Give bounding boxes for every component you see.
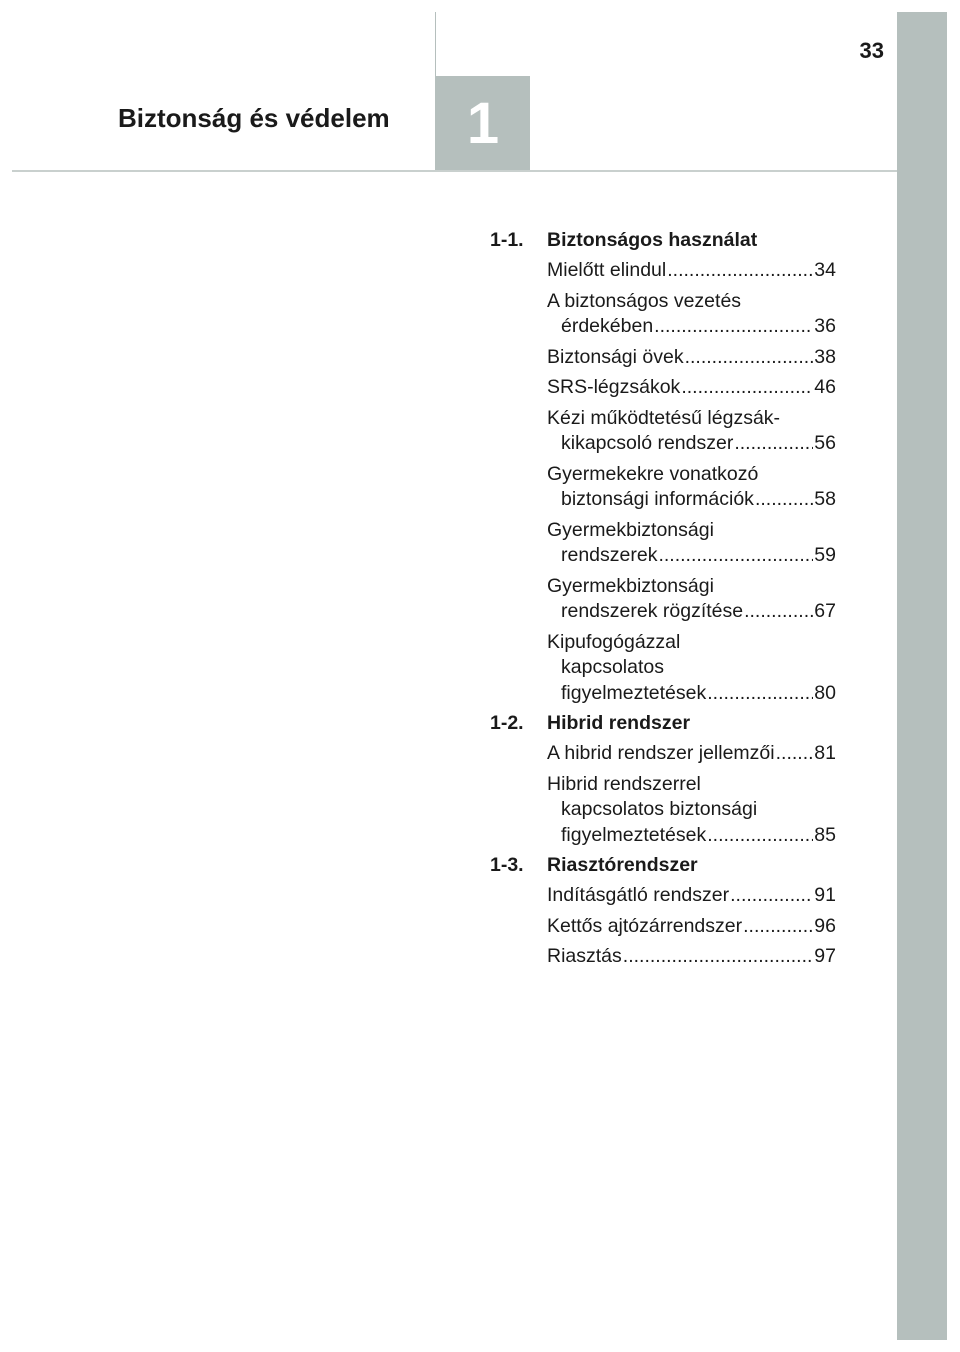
toc-entry-text: Gyermekbiztonsági (547, 574, 714, 597)
toc-entry-text: A biztonságos vezetés (547, 289, 742, 312)
toc-entry-text: biztonsági információk (561, 488, 754, 510)
toc-entry-text: kikapcsoló rendszer (561, 432, 734, 454)
chapter-title: Biztonság és védelem (118, 103, 390, 133)
toc-entry[interactable] (547, 345, 836, 371)
toc-entry-text: figyelmeztetések (561, 823, 707, 846)
toc-dot-leader (654, 314, 813, 340)
toc-entry-text: Gyermekbiztonsági (547, 518, 714, 541)
toc-entry-text: Hibrid rendszerrel (547, 772, 701, 795)
toc-entry-page: 59 (814, 544, 836, 566)
chapter-side-tab (897, 12, 947, 1340)
toc-entry-page: 81 (814, 742, 836, 764)
header-divider-horizontal (12, 170, 897, 172)
toc-entry-text: SRS-légzsákok (547, 376, 681, 398)
toc-section (490, 228, 836, 706)
toc-entry-text: Biztonsági övek (547, 345, 684, 368)
toc-entry-page: 56 (814, 432, 836, 454)
toc-entry[interactable] (547, 944, 836, 970)
toc-entry-page: 91 (814, 884, 836, 906)
toc-entry-page: 85 (814, 823, 836, 846)
toc-dot-leader (730, 883, 813, 909)
toc-entry-page: 34 (814, 259, 836, 281)
toc-entry-text: kapcsolatos biztonsági (561, 798, 758, 820)
toc-section-title: Riasztórendszer (547, 854, 698, 876)
toc-entry-text: A hibrid rendszer jellemzői (547, 742, 775, 764)
toc-section (490, 853, 836, 970)
toc-entry[interactable] (547, 462, 836, 513)
toc-entry[interactable] (547, 772, 836, 849)
toc-entry-text: Gyermekekre vonatkozó (547, 462, 759, 485)
toc-dot-leader (658, 543, 813, 569)
toc-dot-leader (743, 914, 813, 940)
toc-entry[interactable] (547, 375, 836, 401)
page-number: 33 (859, 38, 884, 63)
toc-section (490, 711, 836, 848)
toc-entry-page: 58 (814, 488, 836, 510)
toc-dot-leader (685, 345, 814, 371)
toc-entry-text: Kézi működtetésű légzsák- (547, 406, 781, 429)
toc-entry[interactable] (547, 258, 836, 284)
toc-entry[interactable] (547, 574, 836, 625)
toc-entry-text: figyelmeztetések (561, 681, 707, 704)
toc-section-title: Hibrid rendszer (547, 712, 691, 734)
toc-section-heading[interactable] (490, 853, 836, 883)
chapter-number: 1 (466, 90, 500, 156)
toc-section-title: Biztonságos használat (547, 229, 758, 251)
toc-entry-text: rendszerek rögzítése (561, 600, 744, 622)
toc-entry-page: 80 (814, 681, 836, 704)
toc-entry[interactable] (547, 518, 836, 569)
toc-entry[interactable] (547, 406, 836, 457)
toc-entry-page: 36 (814, 315, 836, 337)
toc-entry[interactable] (547, 289, 836, 340)
toc-entry[interactable] (547, 741, 836, 767)
toc-entry-text: Mielőtt elindul (547, 259, 667, 281)
toc-entry-text: Kipufogógázzal (547, 630, 681, 653)
toc-entry-text: érdekében (561, 315, 654, 337)
toc-entry[interactable] (547, 914, 836, 940)
toc-section-number: 1-3. (490, 854, 524, 876)
toc-dot-leader (681, 375, 813, 401)
toc-dot-leader (707, 823, 813, 849)
toc-entry[interactable] (547, 883, 836, 909)
toc-dot-leader (623, 944, 814, 970)
toc-section-number: 1-2. (490, 712, 524, 734)
toc-dot-leader (744, 599, 813, 625)
toc-entry-text: Indításgátló rendszer (547, 884, 730, 906)
toc-entry-text: Kettős ajtózárrendszer (547, 914, 743, 937)
toc-entry-text: rendszerek (561, 544, 658, 566)
toc-entry-page: 46 (814, 376, 836, 398)
toc-dot-leader (707, 681, 813, 707)
table-of-contents (490, 228, 836, 975)
toc-dot-leader (667, 258, 813, 284)
toc-dot-leader (755, 487, 813, 513)
chapter-number-box (436, 76, 530, 170)
toc-dot-leader (734, 431, 813, 457)
toc-entry-page: 97 (814, 945, 836, 967)
toc-dot-leader (776, 741, 814, 767)
toc-section-heading[interactable] (490, 711, 836, 741)
toc-entry-page: 96 (814, 914, 836, 937)
toc-entry-text: kapcsolatos (561, 656, 664, 678)
toc-section-heading[interactable] (490, 228, 836, 258)
toc-entry-text: Riasztás (547, 945, 622, 967)
toc-section-number: 1-1. (490, 229, 524, 251)
toc-entry[interactable] (547, 630, 836, 707)
toc-entry-page: 38 (814, 345, 836, 368)
toc-entry-page: 67 (814, 600, 836, 622)
